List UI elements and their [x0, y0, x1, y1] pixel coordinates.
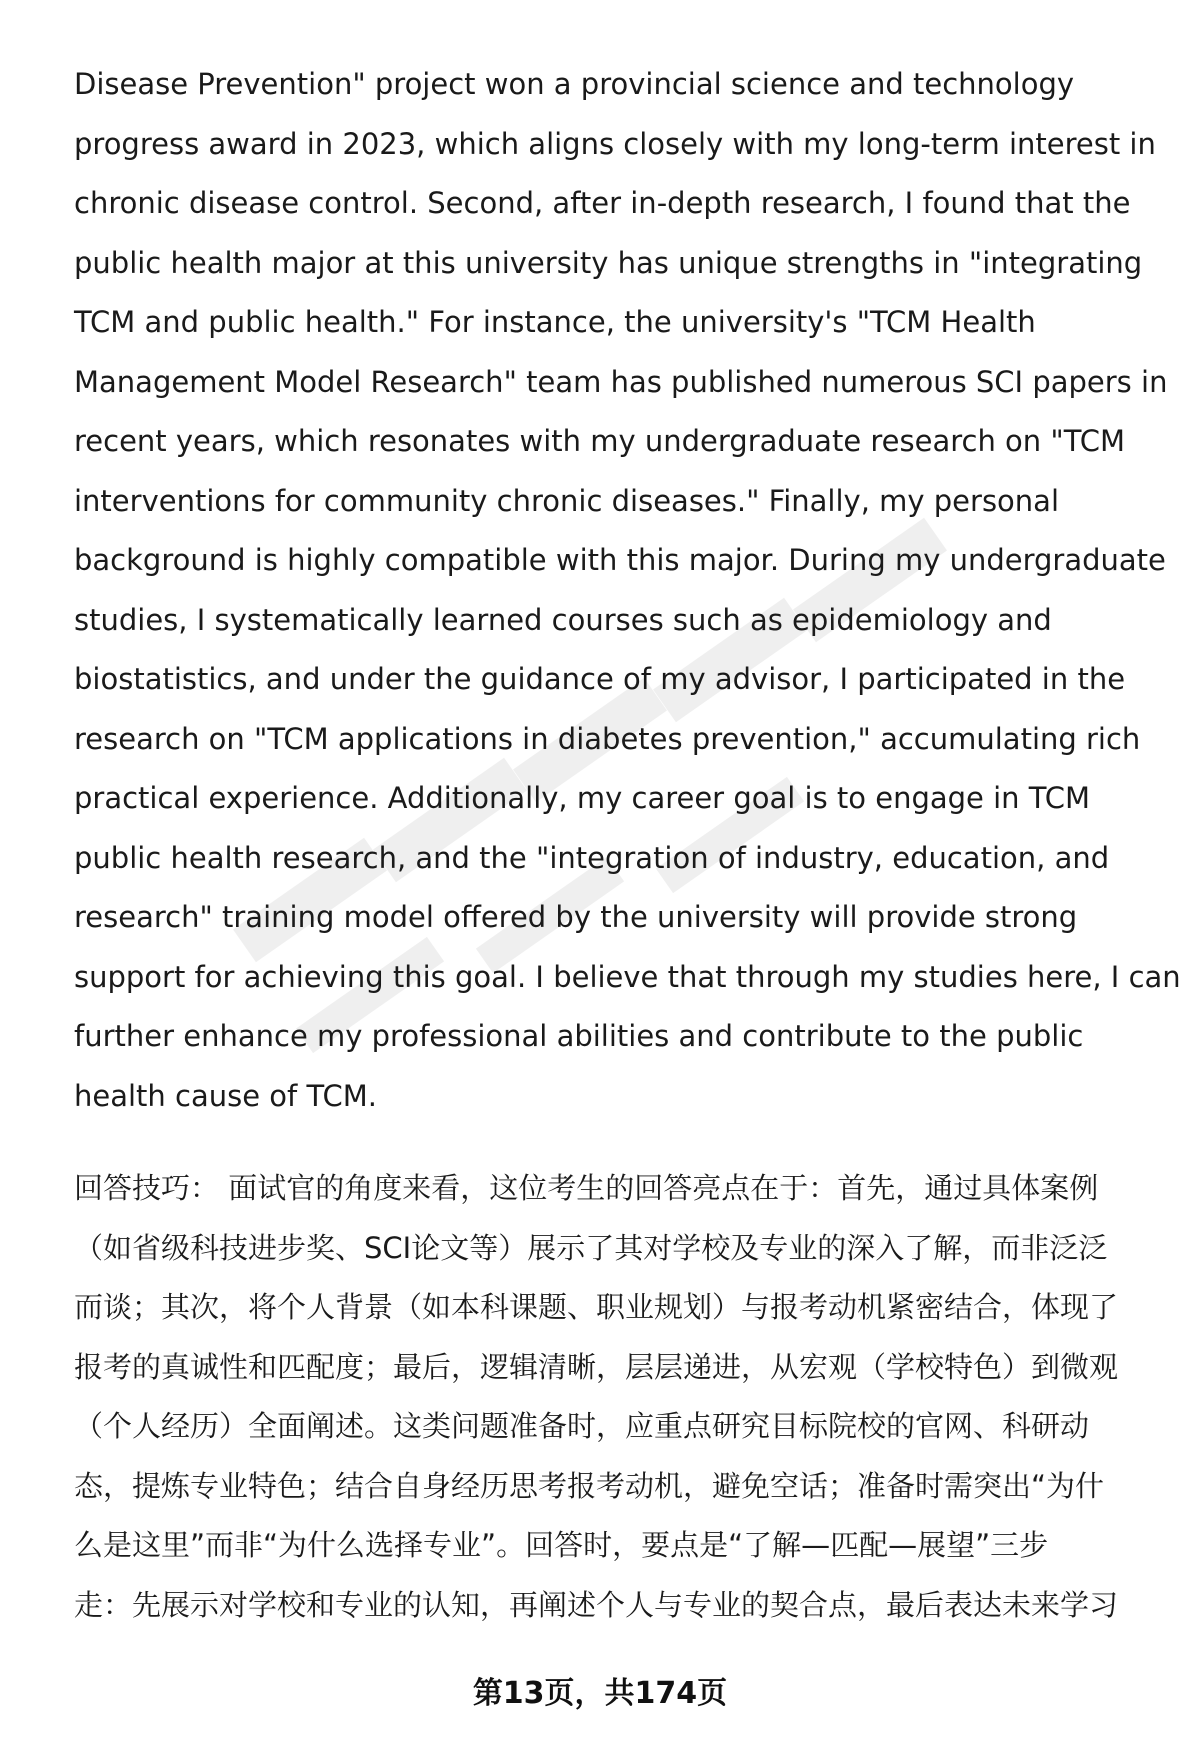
text-line: support for achieving this goal. I believe that through my studies here, I can [74, 959, 1181, 994]
text-line: TCM and public health." For instance, the university's "TCM Health [74, 305, 1036, 339]
text-line: further enhance my professional abilities and contribute to the public [74, 1019, 1084, 1053]
text-line: （个人经历）全面阐述。这类问题准备时，应重点研究目标院校的官网、科研动 [74, 1409, 1090, 1443]
text-line: practical experience. Additionally, my career goal is to engage in TCM [74, 781, 1091, 815]
text-line: studies, I systematically learned courses such as epidemiology and [74, 602, 1052, 637]
text-line: 走：先展示对学校和专业的认知，再阐述个人与专业的契合点，最后表达未来学习 [74, 1587, 1119, 1622]
text-line: public health research, and the "integration of industry, education, and [74, 840, 1110, 875]
page-number: 第13页，共174页 [472, 1676, 728, 1711]
text-line: biostatistics, and under the guidance of my advisor, I participated in the [74, 662, 1126, 696]
text-line: 而谈；其次，将个人背景（如本科课题、职业规划）与报考动机紧密结合，体现了 [74, 1290, 1119, 1324]
text-line: background is highly compatible with this major. During my undergraduate [74, 543, 1166, 577]
text-line: recent years, which resonates with my undergraduate research on "TCM [74, 424, 1126, 458]
text-line: 么是这里”而非“为什么选择专业”。回答时，要点是“了解—匹配—展望”三步 [74, 1528, 1049, 1562]
answer-paragraph-english [74, 55, 1181, 1126]
text-line: 报考的真诚性和匹配度；最后，逻辑清晰，层层递进，从宏观（学校特色）到微观 [74, 1349, 1119, 1384]
text-line: Disease Prevention" project won a provincial science and technology [74, 67, 1075, 101]
text-line: （如省级科技进步奖、SCI论文等）展示了其对学校及专业的深入了解，而非泛泛 [74, 1230, 1108, 1265]
text-line: Management Model Research" team has published numerous SCI papers in [74, 364, 1168, 399]
text-line: progress award in 2023, which aligns closely with my long-term interest in [74, 126, 1156, 161]
text-line: 回答技巧： 面试官的角度来看，这位考生的回答亮点在于：首先，通过具体案例 [74, 1171, 1099, 1205]
text-line: public health major at this university has unique strengths in "integrating [74, 245, 1143, 280]
text-line: research" training model offered by the university will provide strong [74, 900, 1078, 934]
text-line: interventions for community chronic diseases." Finally, my personal [74, 483, 1060, 518]
text-line: 态，提炼专业特色；结合自身经历思考报考动机，避免空话；准备时需突出“为什 [74, 1468, 1105, 1503]
text-line: health cause of TCM. [74, 1078, 377, 1113]
text-line: research on "TCM applications in diabetes prevention," accumulating rich [74, 721, 1141, 756]
answer-tips-paragraph [74, 1159, 1154, 1635]
text-line: chronic disease control. Second, after in-depth research, I found that the [74, 186, 1131, 220]
